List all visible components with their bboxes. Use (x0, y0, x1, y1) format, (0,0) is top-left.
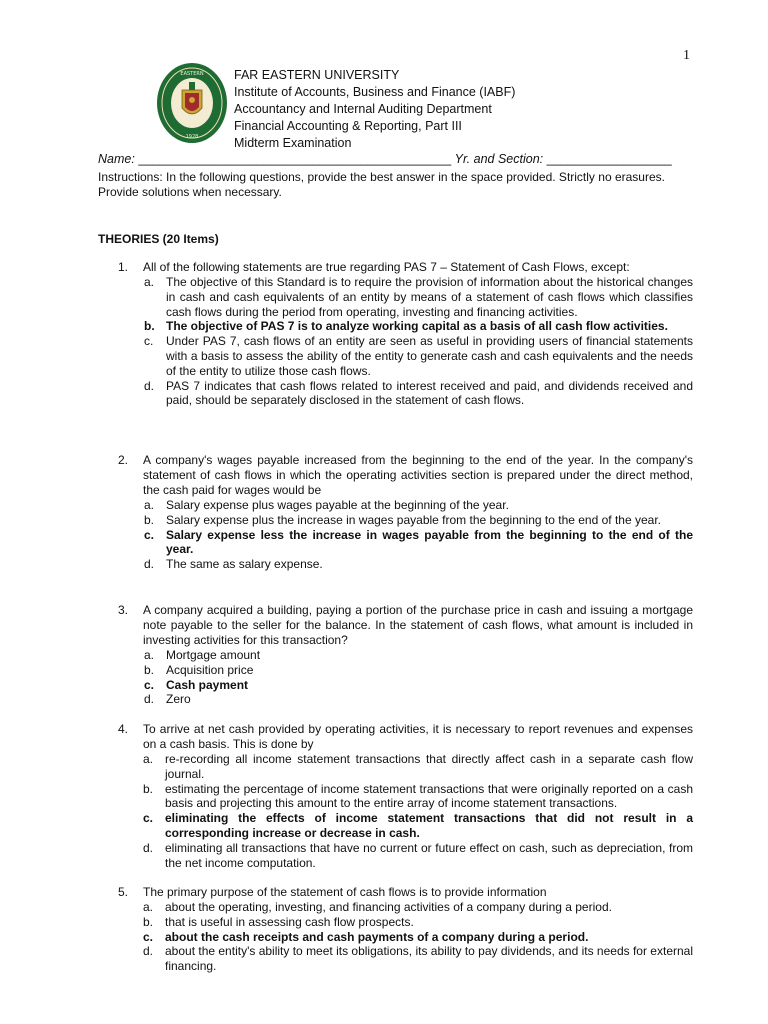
option-d[interactable] (144, 378, 693, 409)
question-number: 3. (118, 603, 129, 617)
department-name: Accountancy and Internal Auditing Department (234, 102, 492, 116)
question-text: All of the following statements are true regarding PAS 7 – Statement of Cash Flows, except: (143, 260, 630, 274)
question-text: A company acquired a building, paying a portion of the purchase price in cash and issuing a mortgage note payable to the seller for the balance. In the statement of cash flows, what amount is included in investing activities for this transaction? (143, 603, 693, 647)
option-d[interactable] (144, 557, 693, 572)
section-blank[interactable]: __________________ (546, 152, 672, 166)
option-letter: b. (144, 512, 155, 527)
option-text: Salary expense plus the increase in wages payable from the beginning to the end of the year. (166, 512, 661, 527)
option-letter: d. (144, 557, 155, 572)
option-text: Salary expense less the increase in wages payable from the beginning to the end of the year. (166, 527, 693, 557)
option-text: Acquisition price (166, 662, 254, 677)
option-letter: d. (144, 692, 155, 707)
option-letter: a. (143, 752, 154, 766)
question-1 (118, 260, 693, 408)
option-letter: c. (143, 929, 154, 944)
question-4 (118, 722, 693, 870)
option-text: The objective of PAS 7 is to analyze working capital as a basis of all cash flow activities. (166, 319, 668, 334)
option-text: The same as salary expense. (166, 557, 323, 572)
exam-title: Midterm Examination (234, 136, 352, 150)
option-text: Cash payment (166, 677, 249, 692)
option-text: eliminating the effects of income statement transactions that did not result in a corresponding increase or decrease in cash. (165, 811, 693, 840)
option-letter: c. (144, 527, 155, 542)
question-text: The primary purpose of the statement of cash flows is to provide information (143, 885, 547, 899)
option-list (143, 900, 693, 974)
option-d[interactable] (143, 840, 693, 871)
svg-text:1928: 1928 (185, 134, 199, 140)
option-d[interactable] (143, 944, 693, 974)
option-text: PAS 7 indicates that cash flows related to interest received and paid, and dividends received and paid, should be separately disclosed in the statement of cash flows. (166, 378, 693, 408)
option-text: Zero (166, 692, 191, 707)
option-letter: d. (143, 944, 154, 959)
option-c[interactable] (144, 527, 693, 558)
option-c[interactable] (143, 929, 693, 945)
university-name: FAR EASTERN UNIVERSITY (234, 68, 400, 82)
option-letter: b. (144, 662, 155, 677)
course-name: Financial Accounting & Reporting, Part III (234, 119, 462, 133)
option-b[interactable] (144, 512, 693, 528)
option-b[interactable] (144, 319, 693, 334)
option-letter: b. (143, 914, 154, 929)
option-text: about the operating, investing, and financing activities of a company during a period. (165, 900, 612, 914)
option-text: Mortgage amount (166, 648, 261, 662)
option-a[interactable] (144, 275, 693, 319)
option-text: eliminating all transactions that have no current or future effect on cash, such as depreciation, from the net income computation. (165, 840, 693, 870)
option-text: Under PAS 7, cash flows of an entity are seen as useful in providing users of financial statements with a basis to assess the ability of the entity to generate cash and cash equivalents and the needs of the entity to utilize those cash flows. (166, 334, 693, 378)
question-text: A company's wages payable increased from the beginning to the end of the year. In the company's statement of cash flows in which the operating activities section is prepared under the direct method, the cash paid for wages would be (143, 453, 693, 497)
option-b[interactable] (143, 781, 693, 812)
option-c[interactable] (144, 334, 693, 378)
option-a[interactable] (143, 900, 693, 915)
question-5 (118, 885, 693, 974)
page-number: 1 (683, 48, 690, 63)
option-d[interactable] (144, 692, 693, 707)
question-2 (118, 453, 693, 572)
name-blank[interactable]: _____________________________________________ (138, 152, 452, 166)
question-3 (118, 603, 693, 707)
name-label: Name: (98, 152, 135, 166)
name-section-line (98, 152, 698, 166)
option-text: about the cash receipts and cash payments of a company during a period. (165, 929, 589, 944)
instructions: Instructions: In the following questions, provide the best answer in the space provided. Strictly no erasures. Provide solutions when necessary. (98, 170, 665, 199)
option-b[interactable] (144, 662, 693, 678)
option-letter: a. (144, 498, 155, 512)
option-letter: a. (143, 900, 154, 914)
option-c[interactable] (144, 677, 693, 693)
svg-text:EASTERN: EASTERN (180, 71, 204, 77)
option-list (144, 498, 693, 572)
option-c[interactable] (143, 811, 693, 841)
question-text: To arrive at net cash provided by operating activities, it is necessary to report revenues and expenses on a cash basis. This is done by (143, 722, 693, 751)
option-text: estimating the percentage of income statement transactions that were originally reported on a cash basis and projecting this amount to the entire array of income statement transactions. (165, 781, 693, 811)
option-letter: b. (143, 781, 154, 796)
section-title: THEORIES (20 Items) (98, 232, 219, 246)
document-header (234, 67, 515, 152)
option-letter: c. (144, 334, 154, 349)
option-text: about the entity's ability to meet its obligations, its ability to pay dividends, and its needs for external financing. (165, 944, 693, 974)
option-text: Salary expense plus wages payable at the beginning of the year. (166, 498, 509, 512)
option-a[interactable] (143, 752, 693, 782)
option-letter: c. (144, 677, 155, 692)
section-label: Yr. and Section: (454, 152, 544, 166)
option-letter: d. (144, 378, 155, 393)
question-number: 5. (118, 885, 129, 899)
option-text: that is useful in assessing cash flow prospects. (165, 914, 414, 929)
institute-name: Institute of Accounts, Business and Finance (IABF) (234, 85, 516, 99)
question-number: 2. (118, 453, 129, 467)
option-a[interactable] (144, 498, 693, 513)
option-letter: a. (144, 648, 155, 662)
option-b[interactable] (143, 914, 693, 930)
university-seal-icon (156, 62, 228, 144)
option-list (144, 275, 693, 408)
option-text: re-recording all income statement transactions that directly affect cash in a separate cash flow journal. (165, 752, 693, 781)
question-number: 4. (118, 722, 129, 736)
option-list (143, 752, 693, 870)
option-letter: c. (143, 811, 154, 826)
option-letter: d. (143, 840, 154, 855)
option-list (144, 648, 693, 707)
option-a[interactable] (144, 648, 693, 663)
question-number: 1. (118, 260, 129, 274)
option-letter: b. (144, 319, 155, 334)
option-text: The objective of this Standard is to require the provision of information about the historical changes in cash and cash equivalents of an entity by means of a statement of cash flows which classifies cash flows during the period from operating, investing and financing activities. (166, 275, 693, 319)
option-letter: a. (144, 275, 155, 289)
